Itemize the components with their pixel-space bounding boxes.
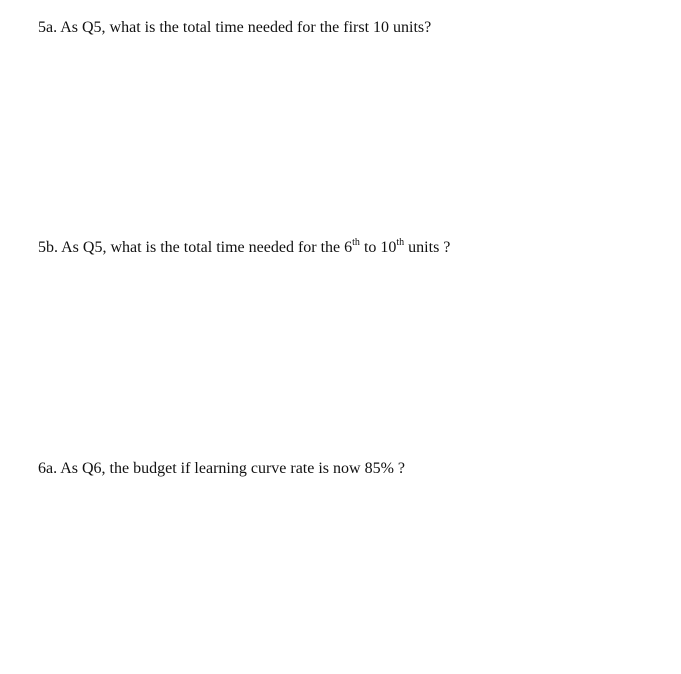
- question-5b-part1: 5b. As Q5, what is the total time needed for the 6: [38, 239, 353, 256]
- question-5a: 5a. As Q5, what is the total time needed for the first 10 units?: [38, 19, 432, 36]
- question-5b-sup2: th: [396, 236, 405, 248]
- question-5b-sup1: th: [352, 236, 360, 248]
- question-5b-part2: to 10: [359, 239, 397, 256]
- question-6a: 6a. As Q6, the budget if learning curve rate is now 85% ?: [38, 460, 406, 477]
- question-5b: [38, 238, 450, 258]
- question-5b-part3: units ?: [404, 239, 451, 256]
